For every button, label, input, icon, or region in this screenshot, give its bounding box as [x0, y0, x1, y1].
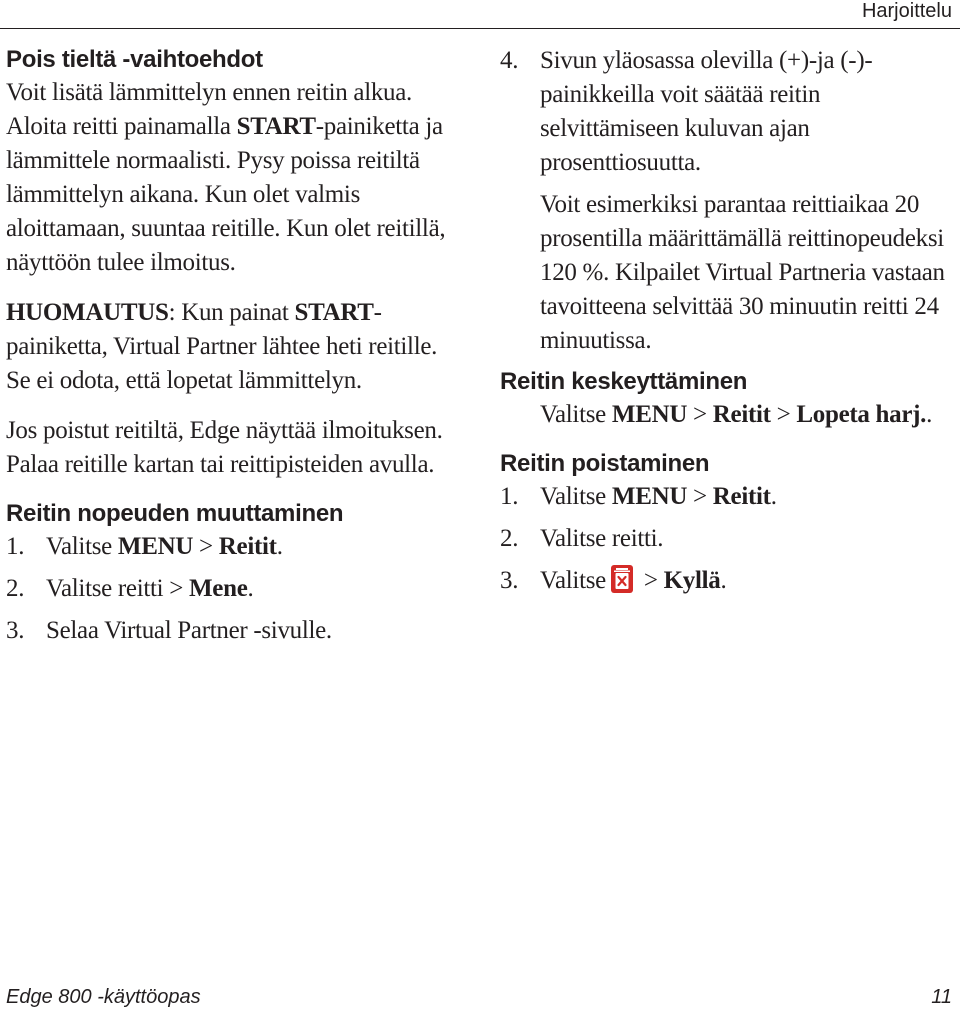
list-item: 1. Valitse MENU > Reitit. — [6, 533, 283, 560]
warmup-paragraph: Voit lisätä lämmittelyn ennen reitin alkua. Aloita reitti painamalla START-painiketta ja lämmittele normaalisti. Pysy poissa reitiltä lämmittelyn aikana. Kun olet valmis aloittamaan, suuntaa reitille. Kun olet reitillä, näyttöön tulee ilmoitus. — [6, 79, 446, 276]
list-item: 4. Sivun yläosassa olevilla (+)-ja (-)-painikkeilla voit säätää reitin selvittämiseen kuluvan ajan prosenttiosuutta. — [500, 47, 873, 176]
list-item: 3. Valitse > Kyllä. — [500, 564, 950, 598]
start-button-ref: START — [236, 113, 316, 140]
page-number: 11 — [931, 986, 952, 1008]
footer-manual-title: Edge 800 -käyttöopas — [6, 986, 201, 1008]
example-paragraph: Voit esimerkiksi parantaa reittiaikaa 20 prosentilla määrittämällä reittinopeudeksi 120 %. Kilpailet Virtual Partneria vastaan tavoitteena selvittää 30 minuutin reitti 24 minuutissa. — [540, 191, 945, 354]
list-item: 3. Selaa Virtual Partner -sivulle. — [6, 617, 332, 644]
heading-stop-course: Reitin keskeyttäminen — [500, 368, 748, 395]
heading-off-course-options: Pois tieltä -vaihtoehdot — [6, 46, 263, 73]
heading-change-course-speed: Reitin nopeuden muuttaminen — [6, 500, 344, 527]
list-item: 2. Valitse reitti. — [500, 525, 664, 552]
heading-delete-course: Reitin poistaminen — [500, 450, 710, 477]
trash-icon — [610, 564, 634, 594]
note-label: HUOMAUTUS — [6, 299, 169, 326]
list-item: 1. Valitse MENU > Reitit. — [500, 483, 777, 510]
stop-course-instruction: Valitse MENU > Reitit > Lopeta harj.. — [540, 401, 933, 428]
left-column — [6, 44, 466, 648]
right-column — [500, 44, 950, 598]
header-divider — [0, 28, 960, 29]
off-course-paragraph: Jos poistut reitiltä, Edge näyttää ilmoituksen. Palaa reitille kartan tai reittipisteiden avulla. — [6, 417, 443, 478]
section-title: Harjoittelu — [861, 0, 952, 22]
note-paragraph: HUOMAUTUS: Kun painat START-painiketta, Virtual Partner lähtee heti reitille. Se ei odota, että lopetat lämmittelyn. — [6, 299, 438, 394]
list-item: 2. Valitse reitti > Mene. — [6, 575, 254, 602]
